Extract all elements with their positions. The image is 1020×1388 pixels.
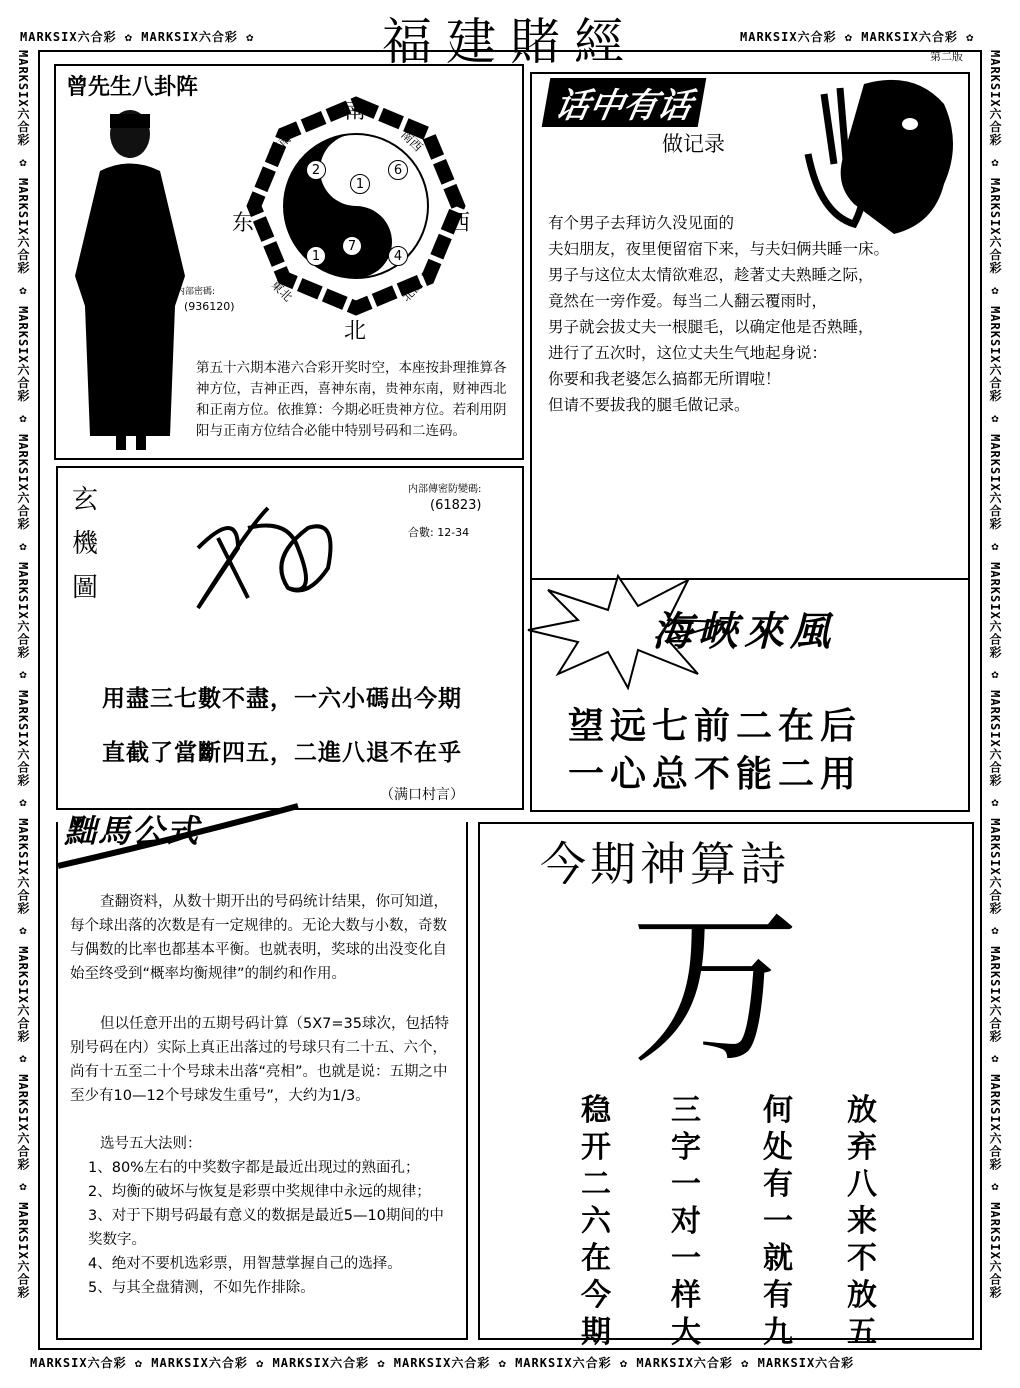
dir-west: 西 (448, 211, 471, 236)
xuanji-attribution: （满口村言） (380, 787, 464, 803)
bagua-internal-label: 内部密碼: (176, 287, 216, 297)
poem-column: 稳开二六在今期 (581, 1093, 611, 1350)
dir-north: 北 (344, 319, 367, 344)
xuanji-verse-1: 用盡三七數不盡，一六小碼出今期 (102, 686, 462, 712)
dir-south: 南 (344, 99, 367, 124)
masthead-title: 福建賭經 (382, 13, 638, 71)
xuanji-internal-label: 内部傳密防變碼: (408, 484, 482, 495)
dir-northeast: 東北 (268, 277, 296, 305)
poem-column: 放弃八来不放五 (847, 1093, 877, 1350)
formula-rule: 2、均衡的破坏与恢复是彩票中奖规律中永远的规律； (88, 1184, 431, 1200)
joke-text (548, 210, 968, 418)
formula-rule: 4、绝对不要机选彩票，用智慧掌握自己的选择。 (88, 1256, 402, 1272)
joke-line: 男子就会拔丈夫一根腿毛，以确定他是否熟睡， (548, 318, 874, 336)
poem-panel (478, 822, 974, 1350)
xuanji-internal-code: (61823) (430, 498, 482, 513)
formula-rules (88, 1156, 450, 1300)
poem-column: 三字一对一样大 (671, 1093, 701, 1350)
formula-paragraph-1: 查翻资料，从数十期开出的号码统计结果，你可知道，每个球出落的次数是有一定规律的。无论大数与小数，奇数与偶数的比率也都基本平衡。也就表明，奖球的出没变化自始至终受到“概率均衡规律”的制约和作用。 (70, 894, 448, 982)
xuanji-verse-2: 直截了當斷四五，二進八退不在乎 (102, 740, 462, 766)
bagua-number: 1 (306, 246, 326, 266)
edition-label: 第二版 (930, 50, 963, 63)
joke-line: 进行了五次时，这位丈夫生气地起身说： (548, 344, 828, 362)
formula-paragraph-2: 但以任意开出的五期号码计算（5X7=35球次，包括特别号码在内）实际上真正出落过的号球只有二十五、六个，尚有十五至二十个号球未出落“亮相”。也就是说：五期之中至少有10—12个号球发生重号”，大约为1/3。 (70, 1016, 449, 1104)
xuanji-title-char: 玄 (71, 485, 98, 515)
xuanji-combo-value: 12-34 (437, 526, 470, 539)
border-strip-top-left: MARKSIX六合彩 ✿ MARKSIX六合彩 ✿ (20, 30, 255, 44)
poem-column: 何处有一就有九 (763, 1093, 793, 1350)
formula-rule: 5、与其全盘猜测，不如先作排除。 (88, 1280, 315, 1296)
bagua-number: 7 (342, 236, 362, 256)
xuanji-combo-label: 合數: (408, 526, 434, 539)
haixia-line-1: 望远七前二在后 (568, 706, 863, 747)
haixia-title: 海峽來風 (652, 609, 836, 655)
xuanji-title-char: 機 (71, 529, 98, 559)
formula-rule: 1、80%左右的中奖数字都是最近出现过的熟面孔； (88, 1160, 420, 1176)
xuanji-title-char: 圖 (71, 573, 98, 603)
joke-line: 男子与这位太太情欲难忍，趁著丈夫熟睡之际， (548, 266, 874, 284)
border-strip-left: MARKSIX六合彩 ✿ MARKSIX六合彩 ✿ MARKSIX六合彩 ✿ MARKSIX六合彩 ✿ MARKSIX六合彩 ✿ MARKSIX六合彩 ✿ MARKSIX六合彩 ✿ MARKSIX六合彩 ✿ MARKSIX六合彩 ✿ MARKSIX六合彩 (16, 50, 30, 1299)
border-text: MARKSIX六合彩 (20, 30, 117, 44)
poem-big-char: 万 (630, 890, 801, 1088)
bagua-panel (54, 64, 524, 460)
formula-rule: 3、对于下期号码最有意义的数据是最近5—10期间的中奖数字。 (88, 1208, 444, 1248)
border-strip-bottom: MARKSIX六合彩 ✿ MARKSIX六合彩 ✿ MARKSIX六合彩 ✿ MARKSIX六合彩 ✿ MARKSIX六合彩 ✿ MARKSIX六合彩 ✿ MARKSIX六合彩 (30, 1356, 855, 1370)
haixia-line-2: 一心总不能二用 (568, 754, 863, 795)
dir-northwest: 北西 (398, 277, 426, 305)
formula-rules-title: 选号五大法则： (100, 1136, 202, 1152)
joke-panel (530, 72, 970, 580)
bagua-number: 6 (388, 160, 408, 180)
calligraphy-icon (178, 488, 348, 618)
joke-line: 但请不要拔我的腿毛做记录。 (548, 396, 750, 414)
poem-title: 今期神算詩 (540, 837, 790, 891)
dir-east: 东 (232, 211, 255, 236)
xuanji-panel (56, 466, 524, 810)
haixia-panel (530, 578, 970, 812)
joke-line: 竟然在一旁作爱。每当二人翻云覆雨时， (548, 292, 828, 310)
bagua-text: 第五十六期本港六合彩开奖时空，本座按卦理推算各神方位，吉神正西，喜神东南，贵神东南，财神西北和正南方位。依推算：今期必旺贵神方位。若利用阴阳与正南方位结合必能中特别号码和二连码。 (196, 360, 507, 439)
joke-title: 话中有话 (542, 78, 707, 127)
dir-southwest: 南西 (398, 127, 426, 155)
joke-subtitle: 做记录 (662, 132, 725, 156)
border-strip-top-right: MARKSIX六合彩 ✿ MARKSIX六合彩 ✿ (740, 30, 975, 44)
bagua-number: 4 (388, 246, 408, 266)
man-figure-icon (60, 106, 200, 456)
bagua-title: 曾先生八卦阵 (66, 75, 199, 100)
bagua-number: 1 (350, 174, 370, 194)
border-strip-right: MARKSIX六合彩 ✿ MARKSIX六合彩 ✿ MARKSIX六合彩 ✿ MARKSIX六合彩 ✿ MARKSIX六合彩 ✿ MARKSIX六合彩 ✿ MARKSIX六合彩 ✿ MARKSIX六合彩 ✿ MARKSIX六合彩 ✿ MARKSIX六合彩 (988, 50, 1002, 1299)
formula-title: 黜馬公式 (64, 812, 201, 850)
joke-line: 有个男子去拜访久没见面的 (548, 214, 735, 232)
xuanji-combo (408, 524, 469, 540)
bagua-number: 2 (306, 160, 326, 180)
joke-line: 你要和我老婆怎么搞都无所谓啦！ (548, 370, 781, 388)
formula-panel (56, 822, 468, 1340)
xuanji-title (68, 478, 102, 610)
dir-southeast: 東南 (266, 131, 294, 159)
bagua-internal-code: (936120) (184, 300, 235, 313)
joke-line: 夫妇朋友，夜里便留宿下来，与夫妇俩共睡一床。 (548, 240, 890, 258)
